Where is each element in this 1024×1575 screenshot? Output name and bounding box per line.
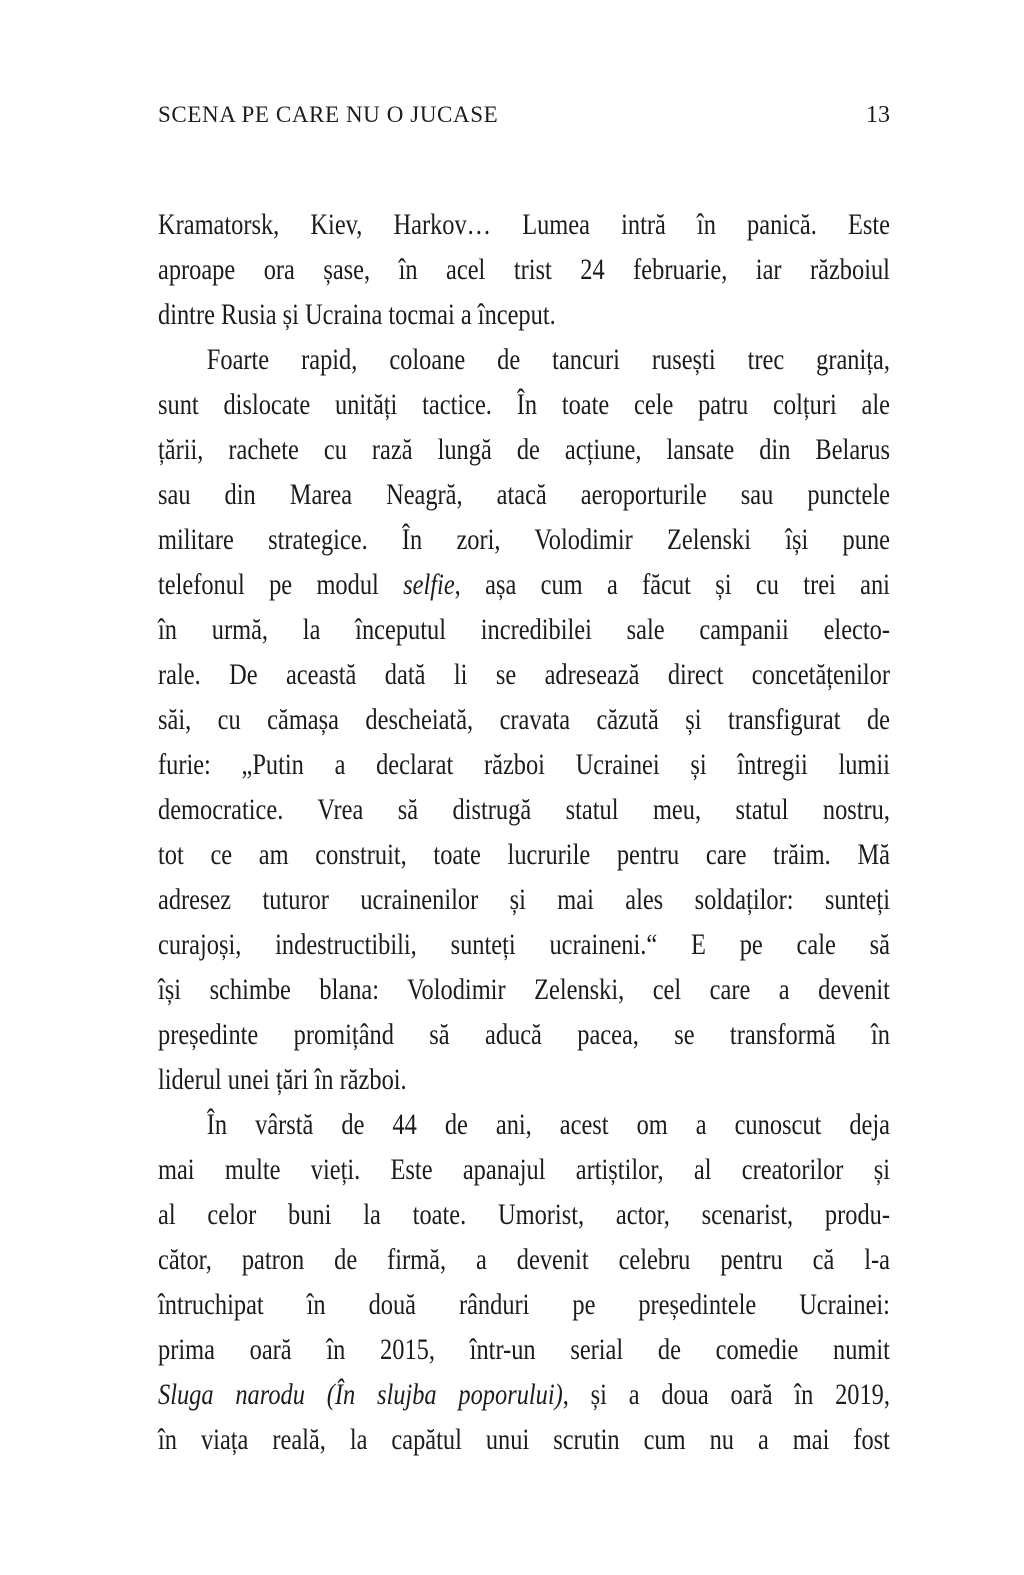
text-segment: în viața reală, la capătul unui scrutin cum nu a mai fost [158, 1423, 890, 1456]
text-segment: țării, rachete cu rază lungă de acțiune, lansate din Belarus [158, 433, 890, 466]
text-line [158, 742, 890, 787]
text-segment: Foarte rapid, coloane de tancuri rusești trec granița, [206, 343, 890, 376]
text-line [158, 1012, 890, 1057]
text-segment: Kramatorsk, Kiev, Harkov… Lumea intră în panică. Este [158, 208, 890, 241]
paragraph [158, 1102, 890, 1462]
text-line [158, 607, 890, 652]
text-line [158, 1147, 890, 1192]
text-segment: curajoși, indestructibili, sunteți ucraineni.“ E pe cale să [158, 928, 890, 961]
text-line [158, 697, 890, 742]
text-line [158, 427, 890, 472]
text-segment: în urmă, la începutul incredibilei sale campanii electo- [158, 613, 890, 646]
text-line [158, 832, 890, 877]
text-line [158, 337, 890, 382]
text-column [158, 202, 890, 1462]
text-segment: , așa cum a făcut și cu trei ani [454, 568, 890, 601]
running-head [158, 100, 890, 130]
text-segment: telefonul pe modul [158, 568, 404, 601]
text-line [158, 562, 890, 607]
text-block [158, 202, 890, 1462]
italic-text: Sluga narodu (În slujba poporului) [158, 1378, 563, 1411]
text-line [158, 382, 890, 427]
text-segment: își schimbe blana: Volodimir Zelenski, cel care a devenit [158, 973, 890, 1006]
text-line [158, 1237, 890, 1282]
text-segment: aproape ora șase, în acel trist 24 februarie, iar războiul [158, 253, 890, 286]
text-segment: furie: „Putin a declarat război Ucrainei și întregii lumii [158, 748, 890, 781]
chapter-title: SCENA PE CARE NU O JUCASE [158, 102, 499, 127]
text-line [158, 652, 890, 697]
text-line [158, 877, 890, 922]
text-segment: săi, cu cămașa descheiată, cravata căzută și transfigurat de [158, 703, 890, 736]
text-segment: al celor buni la toate. Umorist, actor, scenarist, produ- [158, 1198, 890, 1231]
text-line [158, 1192, 890, 1237]
text-line [158, 1057, 890, 1102]
text-segment: prima oară în 2015, într-un serial de comedie numit [158, 1333, 890, 1366]
text-segment: militare strategice. În zori, Volodimir Zelenski își pune [158, 523, 890, 556]
text-segment: dintre Rusia și Ucraina tocmai a început. [158, 298, 556, 331]
text-line [158, 292, 890, 337]
text-line [158, 472, 890, 517]
text-segment: , și a doua oară în 2019, [562, 1378, 890, 1411]
paragraph [158, 337, 890, 1102]
italic-text: selfie [403, 568, 455, 601]
text-segment: cător, patron de firmă, a devenit celebru pentru că l-a [158, 1243, 890, 1276]
text-line [158, 1372, 890, 1417]
text-segment: adresez tuturor ucrainenilor și mai ales soldaților: sunteți [158, 883, 890, 916]
text-segment: președinte promițând să aducă pacea, se transformă în [158, 1018, 890, 1051]
text-segment: mai multe vieți. Este apanajul artiștilor, al creatorilor și [158, 1153, 890, 1186]
page-number: 13 [866, 102, 890, 128]
text-segment: sunt dislocate unități tactice. În toate cele patru colțuri ale [158, 388, 890, 421]
text-segment: democratice. Vrea să distrugă statul meu, statul nostru, [158, 793, 890, 826]
text-segment: liderul unei țări în război. [158, 1063, 407, 1096]
text-line [158, 1282, 890, 1327]
text-line [158, 1417, 890, 1462]
text-segment: întruchipat în două rânduri pe președintele Ucrainei: [158, 1288, 890, 1321]
text-segment: În vârstă de 44 de ani, acest om a cunoscut deja [206, 1108, 890, 1141]
text-segment: tot ce am construit, toate lucrurile pentru care trăim. Mă [158, 838, 890, 871]
text-line [158, 922, 890, 967]
paragraph [158, 202, 890, 337]
text-line [158, 1102, 890, 1147]
text-line [158, 247, 890, 292]
text-line [158, 787, 890, 832]
text-segment: sau din Marea Neagră, atacă aeroporturile sau punctele [158, 478, 890, 511]
text-segment: rale. De această dată li se adresează direct concetățenilor [158, 658, 890, 691]
text-line [158, 967, 890, 1012]
text-line [158, 517, 890, 562]
text-line [158, 202, 890, 247]
text-line [158, 1327, 890, 1372]
